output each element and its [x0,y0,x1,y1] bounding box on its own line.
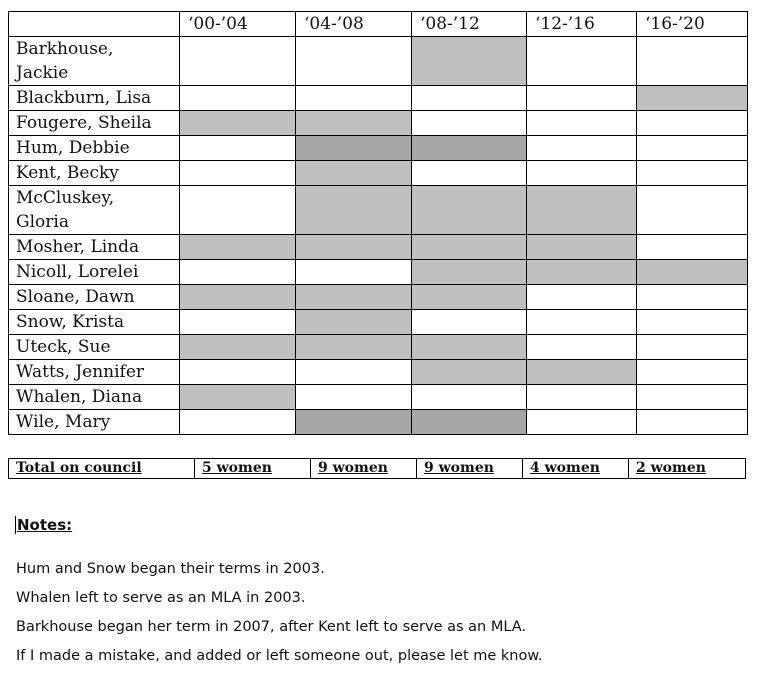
term-cell [180,111,296,136]
term-cell [296,360,412,385]
term-cell [637,385,748,410]
term-cell [527,111,637,136]
council-terms-table [8,11,748,435]
member-name: Snow, Krista [9,310,180,335]
period-header: ‘08-’12 [412,12,527,37]
term-cell [296,86,412,111]
term-cell [412,136,527,161]
term-cell [527,161,637,186]
member-name: Nicoll, Lorelei [9,260,180,285]
period-header: ‘04-’08 [296,12,412,37]
term-cell [180,37,296,86]
term-cell [527,260,637,285]
corner-cell [9,12,180,37]
term-cell [637,410,748,435]
term-cell [180,161,296,186]
term-cell [296,111,412,136]
council-rows [9,37,748,435]
term-cell [296,235,412,260]
term-cell [412,360,527,385]
term-cell [637,285,748,310]
table-row [9,260,748,285]
term-cell [180,235,296,260]
term-cell [180,360,296,385]
table-row [9,161,748,186]
period-header: ‘16-’20 [637,12,748,37]
term-cell [527,310,637,335]
notes-section [16,514,756,671]
term-cell [637,136,748,161]
term-cell [527,86,637,111]
table-row [9,335,748,360]
table-row [9,410,748,435]
member-name: McCluskey, Gloria [9,186,180,235]
period-header: ‘12-’16 [527,12,637,37]
text-cursor [15,516,16,534]
term-cell [296,310,412,335]
term-cell [412,310,527,335]
table-row [9,385,748,410]
member-name: Hum, Debbie [9,136,180,161]
term-cell [296,260,412,285]
totals-label: Total on council [9,459,195,479]
table-row [9,310,748,335]
term-cell [180,410,296,435]
term-cell [180,186,296,235]
term-cell [412,410,527,435]
notes-heading [16,514,756,536]
term-cell [296,37,412,86]
total-value: 9 women [417,459,523,479]
term-cell [637,335,748,360]
member-name: Whalen, Diana [9,385,180,410]
totals-table [8,458,746,479]
term-cell [527,410,637,435]
term-cell [637,186,748,235]
term-cell [180,136,296,161]
term-cell [637,161,748,186]
table-row [9,360,748,385]
term-cell [180,86,296,111]
note-line: If I made a mistake, and added or left someone out, please let me know. [16,648,543,664]
table-row [9,235,748,260]
table-row [9,136,748,161]
term-cell [180,285,296,310]
term-cell [527,335,637,360]
header-row [9,12,748,37]
term-cell [412,37,527,86]
term-cell [412,86,527,111]
note-line: Whalen left to serve as an MLA in 2003. [16,590,306,606]
note-line: Hum and Snow began their terms in 2003. [16,561,325,577]
member-name: Mosher, Linda [9,235,180,260]
term-cell [527,136,637,161]
term-cell [296,285,412,310]
total-value: 9 women [311,459,417,479]
table-row [9,111,748,136]
total-value: 5 women [195,459,311,479]
term-cell [296,385,412,410]
term-cell [180,385,296,410]
term-cell [637,260,748,285]
term-cell [296,186,412,235]
term-cell [180,260,296,285]
table-row [9,37,748,86]
table-row [9,285,748,310]
term-cell [637,235,748,260]
total-value: 4 women [523,459,629,479]
member-name: Uteck, Sue [9,335,180,360]
member-name: Kent, Becky [9,161,180,186]
member-name: Fougere, Sheila [9,111,180,136]
period-header: ‘00-’04 [180,12,296,37]
member-name: Barkhouse, Jackie [9,37,180,86]
term-cell [527,285,637,310]
table-row [9,186,748,235]
term-cell [296,410,412,435]
term-cell [412,285,527,310]
note-line: Barkhouse began her term in 2007, after Kent left to serve as an MLA. [16,619,527,635]
term-cell [637,360,748,385]
term-cell [527,235,637,260]
term-cell [412,186,527,235]
term-cell [180,310,296,335]
term-cell [637,310,748,335]
term-cell [412,161,527,186]
term-cell [412,260,527,285]
term-cell [637,86,748,111]
notes-title-text: Notes: [17,516,73,534]
member-name: Watts, Jennifer [9,360,180,385]
total-value: 2 women [629,459,746,479]
member-name: Sloane, Dawn [9,285,180,310]
term-cell [637,111,748,136]
term-cell [637,37,748,86]
term-cell [412,335,527,360]
totals-row [9,459,746,479]
term-cell [412,385,527,410]
term-cell [527,186,637,235]
term-cell [412,111,527,136]
term-cell [296,136,412,161]
term-cell [527,385,637,410]
table-row [9,86,748,111]
member-name: Wile, Mary [9,410,180,435]
term-cell [180,335,296,360]
term-cell [296,335,412,360]
member-name: Blackburn, Lisa [9,86,180,111]
term-cell [527,360,637,385]
term-cell [527,37,637,86]
term-cell [412,235,527,260]
term-cell [296,161,412,186]
